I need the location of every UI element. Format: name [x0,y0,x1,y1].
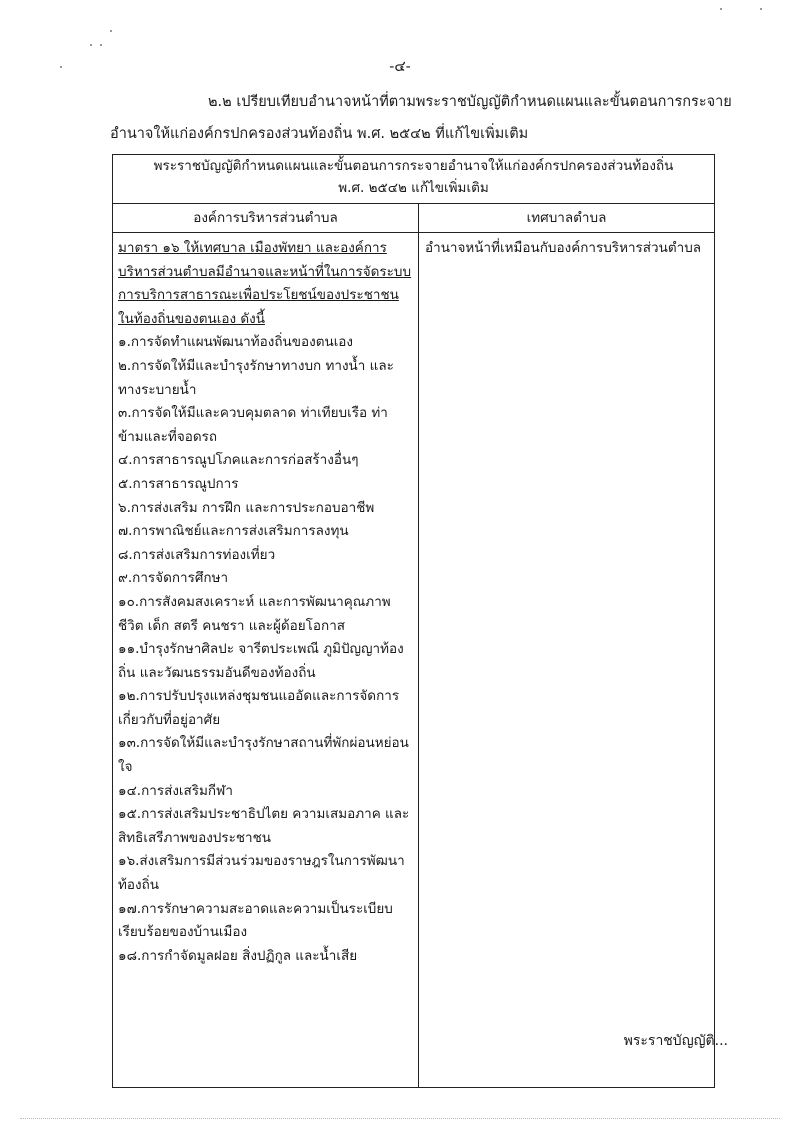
duty-item: ๑.การจัดทำแผนพัฒนาท้องถิ่นของตนเอง [118,334,354,351]
intro-line-2: อำนาจให้แก่องค์กรปกครองส่วนท้องถิ่น พ.ศ. ๒๕๔๒ ที่แก้ไขเพิ่มเติม [110,126,529,142]
duty-item: ๑๔.การส่งเสริมกีฬา [118,782,233,799]
duty-item: ๘.การส่งเสริมการท่องเที่ยว [118,546,276,563]
section-heading: มาตรา ๑๖ ให้เทศบาล เมืองพัทยา และองค์การบริหารส่วนตำบลมีอำนาจและหน้าที่ในการจัดระบบการบริการสาธารณะเพื่อประโยชน์ของประชาชนในท้องถิ่นของตนเอง ดังนี้ [118,240,412,327]
act-title-line-1: พระราชบัญญัติกำหนดแผนและขั้นตอนการกระจายอำนาจให้แก่องค์กรปกครองส่วนท้องถิ่น [153,158,674,174]
duty-item: ๑๒.การปรับปรุงแหล่งชุมชนแออัดและการจัดการเกี่ยวกับที่อยู่อาศัย [118,688,400,728]
duty-item: ๑๗.การรักษาความสะอาดและความเป็นระเบียบเรียบร้อยของบ้านเมือง [118,900,393,941]
intro-paragraph [110,86,732,150]
left-column-content [113,233,419,1088]
duty-item: ๑๐.การสังคมสงเคราะห์ และการพัฒนาคุณภาพชีวิต เด็ก สตรี คนชรา และผู้ด้อยโอกาส [118,593,391,634]
comparison-table [112,154,715,1088]
duty-item: ๓.การจัดให้มีและควบคุมตลาด ท่าเทียบเรือ ท่าข้ามและที่จอดรถ [118,405,388,445]
duty-item: ๑๓.การจัดให้มีและบำรุงรักษาสถานที่พักผ่อนหย่อนใจ [118,735,409,776]
duty-item: ๒.การจัดให้มีและบำรุงรักษาทางบก ทางน้ำ และทางระบายน้ำ [118,357,394,398]
act-title-line-2: พ.ศ. ๒๕๔๒ แก้ไขเพิ่มเติม [338,180,489,196]
page-number: -๔- [389,57,411,75]
duty-item: ๑๖.ส่งเสริมการมีส่วนร่วมของราษฎรในการพัฒนาท้องถิ่น [118,853,405,894]
duty-item: ๑๑.บำรุงรักษาศิลปะ จารีตประเพณี ภูมิปัญญาท้องถิ่น และวัฒนธรรมอันดีของท้องถิ่น [118,641,404,681]
scan-edge-dots [20,1118,780,1120]
duty-item: ๗.การพาณิชย์และการส่งเสริมการลงทุน [118,523,349,540]
continuation-footer: พระราชบัญญัติ... [623,1033,728,1049]
duty-item: ๕.การสาธารณูปการ [118,475,239,492]
right-column-content [419,233,715,1088]
column-header-right: เทศบาลตำบล [419,204,715,233]
act-title-cell [113,155,715,204]
duty-item: ๑๕.การส่งเสริมประชาธิปไตย ความเสมอภาค และสิทธิเสรีภาพของประชาชน [118,806,410,846]
duty-item: ๖.การส่งเสริม การฝึก และการประกอบอาชีพ [118,499,375,516]
duty-item: ๑๘.การกำจัดมูลฝอย สิ่งปฏิกูล และน้ำเสีย [118,947,358,964]
duty-item: ๙.การจัดการศึกษา [118,570,229,587]
duties-list [118,331,412,968]
right-column-text: อำนาจหน้าที่เหมือนกับองค์การบริหารส่วนตำบล [425,240,702,256]
column-header-left: องค์การบริหารส่วนตำบล [113,204,419,233]
intro-line-1: ๒.๒ เปรียบเทียบอำนาจหน้าที่ตามพระราชบัญญัติกำหนดแผนและขั้นตอนการกระจาย [208,94,732,110]
duty-item: ๔.การสาธารณูปโภคและการก่อสร้างอื่นๆ [118,452,359,469]
